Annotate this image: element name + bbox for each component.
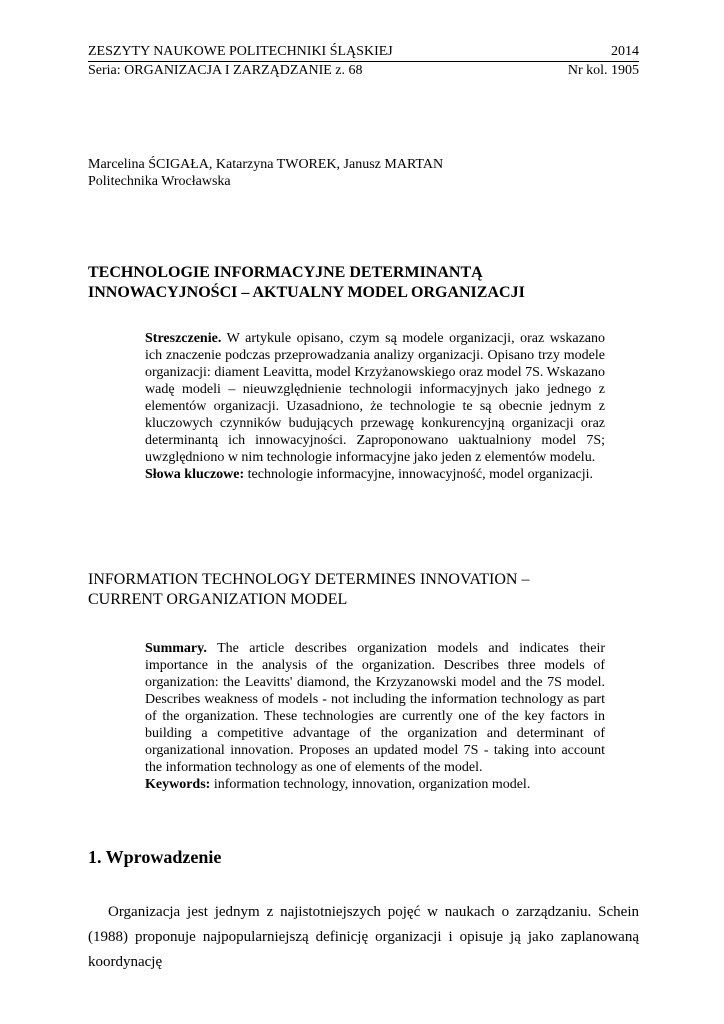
keywords-polish-label: Słowa kluczowe:	[145, 467, 245, 482]
abstract-polish-text: W artykule opisano, czym są modele organizacji, oraz wskazano ich znaczenie podczas przeprowadzania analizy organizacji. Opisano trzy modele organizacji: diament Leavitta, model Krzyżanowskiego oraz model 7S. Wskazano wadę modeli – nieuwzględnienie technologii informacyjnych jako jednego z elementów organizacji. Uzasadniono, że technologie te są obecnie jednym z kluczowych czynników budujących przewagę konkurencyjną organizacji oraz determinantą ich innowacyjności. Zaproponowano uaktualniony model 7S; uwzględniono w nim technologie informacyjne jako jeden z elementów modelu.	[145, 331, 605, 465]
title-english-line1: INFORMATION TECHNOLOGY DETERMINES INNOVATION –	[88, 571, 530, 588]
title-english	[88, 570, 648, 610]
section-body	[88, 900, 639, 975]
abstract-english	[145, 640, 605, 793]
abstract-english-text: The article describes organization models and indicates their importance in the analysis of the organization. Describes three models of organization: the Leavitts' diamond, the Krzyzanowski model and the 7S model. Describes weakness of models - not including the information technology as part of the organization. These technologies are currently one of the key factors in building a competitive advantage of the organization and determinant of organizational innovation. Proposes an updated model 7S - taking into account the information technology as one of elements of the model.	[145, 641, 605, 775]
abstract-english-label: Summary.	[145, 641, 207, 656]
issue-number: Nr kol. 1905	[567, 63, 639, 78]
running-header-journal	[88, 43, 639, 60]
section-heading: 1. Wprowadzenie	[88, 847, 222, 867]
keywords-english-text: information technology, innovation, organization model.	[210, 777, 531, 792]
abstract-polish-paragraph	[145, 330, 605, 466]
author-names: Marcelina ŚCIGAŁA, Katarzyna TWOREK, Janusz MARTAN	[88, 157, 444, 172]
title-polish-line2: INNOWACYJNOŚCI – AKTUALNY MODEL ORGANIZACJI	[88, 284, 525, 301]
title-polish-line1: TECHNOLOGIE INFORMACYJNE DETERMINANTĄ	[88, 264, 483, 281]
keywords-english	[145, 776, 605, 793]
author-affiliation: Politechnika Wrocławska	[88, 174, 231, 189]
abstract-polish-label: Streszczenie.	[145, 331, 222, 346]
journal-year: 2014	[611, 44, 639, 59]
author-block	[88, 156, 443, 190]
title-english-line2: CURRENT ORGANIZATION MODEL	[88, 591, 348, 608]
journal-name: ZESZYTY NAUKOWE POLITECHNIKI ŚLĄSKIEJ	[88, 44, 393, 59]
abstract-english-paragraph	[145, 640, 605, 776]
body-paragraph: Organizacja jest jednym z najistotniejszych pojęć w naukach o zarządzaniu. Schein (1988) proponuje najpopularniejszą definicję organizacji i opisuje ją jako zaplanowaną koordynację	[88, 904, 639, 970]
running-header-series	[88, 62, 639, 79]
keywords-polish-text: technologie informacyjne, innowacyjność, model organizacji.	[244, 467, 594, 482]
series-name: Seria: ORGANIZACJA I ZARZĄDZANIE z. 68	[88, 63, 363, 78]
keywords-polish	[145, 466, 605, 483]
title-polish	[88, 263, 648, 303]
keywords-english-label: Keywords:	[145, 777, 211, 792]
abstract-polish	[145, 330, 605, 483]
